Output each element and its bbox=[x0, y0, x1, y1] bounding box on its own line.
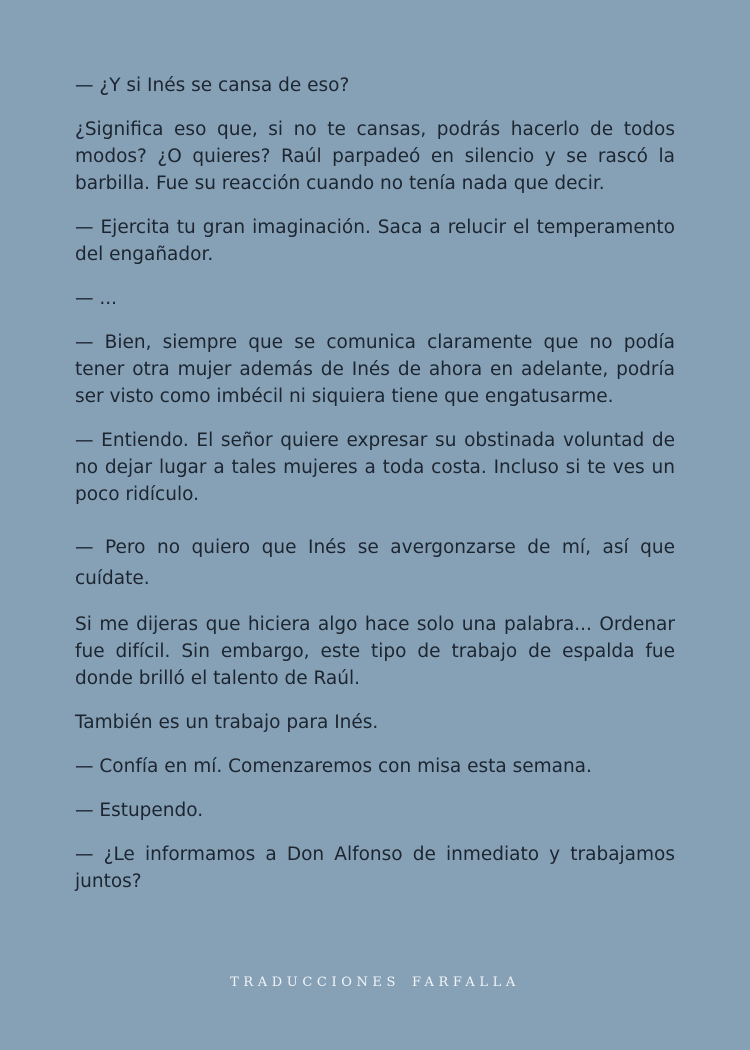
paragraph: — Pero no quiero que Inés se avergonzarse de mí, así que cuídate. bbox=[75, 537, 675, 589]
paragraph: — ¿Le informamos a Don Alfonso de inmediato y trabajamos juntos? bbox=[75, 844, 675, 892]
footer-credit bbox=[0, 975, 750, 990]
paragraph: También es un trabajo para Inés. bbox=[75, 712, 379, 733]
paragraph: — ... bbox=[75, 288, 118, 309]
paragraph: — Entiendo. El señor quiere expresar su obstinada voluntad de no dejar lugar a tales mujeres a toda costa. Incluso si te ves un poco ridículo. bbox=[75, 430, 675, 505]
paragraph: ¿Significa eso que, si no te cansas, podrás hacerlo de todos modos? ¿O quieres? Raúl parpadeó en silencio y se rascó la barbilla. Fue su reacción cuando no tenía nada que decir. bbox=[75, 119, 675, 194]
paragraph: Si me dijeras que hiciera algo hace solo una palabra... Ordenar fue difícil. Sin embargo, este tipo de trabajo de espalda fue donde brilló el talento de Raúl. bbox=[75, 614, 675, 689]
document-body bbox=[75, 72, 675, 912]
paragraph: — Estupendo. bbox=[75, 800, 204, 821]
paragraph: — Bien, siempre que se comunica claramente que no podía tener otra mujer además de Inés de ahora en adelante, podría ser visto como imbécil ni siquiera tiene que engatusarme. bbox=[75, 332, 675, 407]
paragraph: — Confía en mí. Comenzaremos con misa esta semana. bbox=[75, 756, 592, 777]
footer-word-2: FARFALLA bbox=[412, 975, 520, 990]
paragraph: — ¿Y si Inés se cansa de eso? bbox=[75, 75, 350, 96]
footer-word-1: TRADUCCIONES bbox=[230, 975, 401, 990]
paragraph: — Ejercita tu gran imaginación. Saca a relucir el temperamento del engañador. bbox=[75, 217, 675, 265]
